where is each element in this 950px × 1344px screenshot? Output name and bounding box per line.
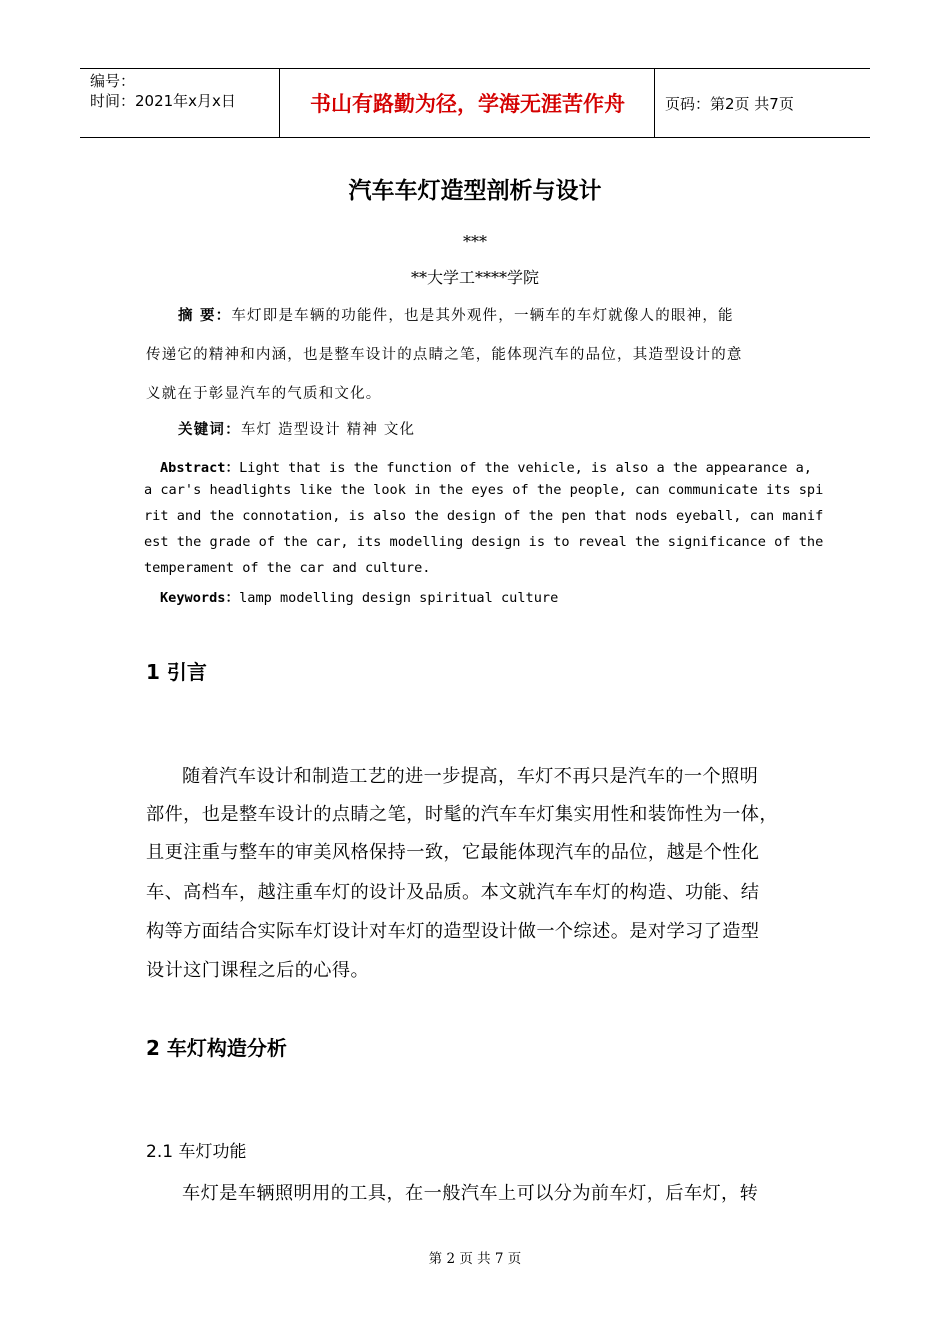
abstract-en-label: Abstract： [160,460,240,476]
keywords-cn-text: 车灯 造型设计 精神 文化 [240,422,416,438]
abstract-cn-line3: 义就在于彰显汽车的气质和文化。 [146,386,382,402]
abstract-cn-line2: 传递它的精神和内涵，也是整车设计的点睛之笔，能体现汽车的品位，其造型设计的意 [146,347,743,363]
affiliation: **大学工****学院 [410,268,539,287]
section1-line: 部件，也是整车设计的点睛之笔，时髦的汽车车灯集实用性和装饰性为一体， [146,804,778,825]
header-page-info: 页码：第2页 共7页 [665,94,794,113]
abstract-cn-line1 [178,304,734,325]
abstract-en-line2: a car's headlights like the look in the eyes of the people, can communicate its spi [144,482,824,498]
serial-label: 编号： [90,72,136,90]
abstract-cn-label: 摘 要： [178,308,232,324]
keywords-en-text: lamp modelling design spiritual culture [239,590,559,606]
header-motto: 书山有路勤为径，学海无涯苦作舟 [281,69,655,137]
abstract-en-text: Light that is the function of the vehicle, is also a the appearance a, [239,460,812,476]
keywords-en-label: Keywords： [160,590,240,606]
section1-line: 随着汽车设计和制造工艺的进一步提高，车灯不再只是汽车的一个照明 [182,766,759,787]
page-footer: 第 2 页 共 7 页 [428,1251,522,1267]
keywords-en [160,586,558,606]
keywords-cn-label: 关键词： [178,422,241,438]
abstract-en-line3: rit and the connotation, is also the design of the pen that nods eyeball, can manif [144,508,824,524]
section2-1-line: 车灯是车辆照明用的工具，在一般汽车上可以分为前车灯，后车灯，转 [182,1183,759,1204]
keywords-cn [178,418,415,439]
time-label: 时间：2021年x月x日 [90,92,236,110]
abstract-en-line1 [160,456,812,476]
abstract-en-line4: est the grade of the car, its modelling design is to reveal the significance of the [144,534,824,550]
abstract-cn-text: 车灯即是车辆的功能件，也是其外观件，一辆车的车灯就像人的眼神，能 [231,308,734,324]
header-meta [80,69,280,137]
section2-heading: 2 车灯构造分析 [146,1036,287,1060]
author: *** [463,232,487,251]
section1-line: 设计这门课程之后的心得。 [146,960,370,981]
section1-line: 且更注重与整车的审美风格保持一致，它最能体现汽车的品位，越是个性化 [146,842,760,863]
page-header [80,68,870,138]
abstract-en-line5: temperament of the car and culture. [144,560,431,576]
section1-heading: 1 引言 [146,660,207,684]
section2-1-heading: 2.1 车灯功能 [146,1142,247,1162]
page-title: 汽车车灯造型剖析与设计 [348,178,602,204]
section1-line: 车、高档车，越注重车灯的设计及品质。本文就汽车车灯的构造、功能、结 [146,882,760,903]
section1-line: 构等方面结合实际车灯设计对车灯的造型设计做一个综述。是对学习了造型 [146,921,760,942]
